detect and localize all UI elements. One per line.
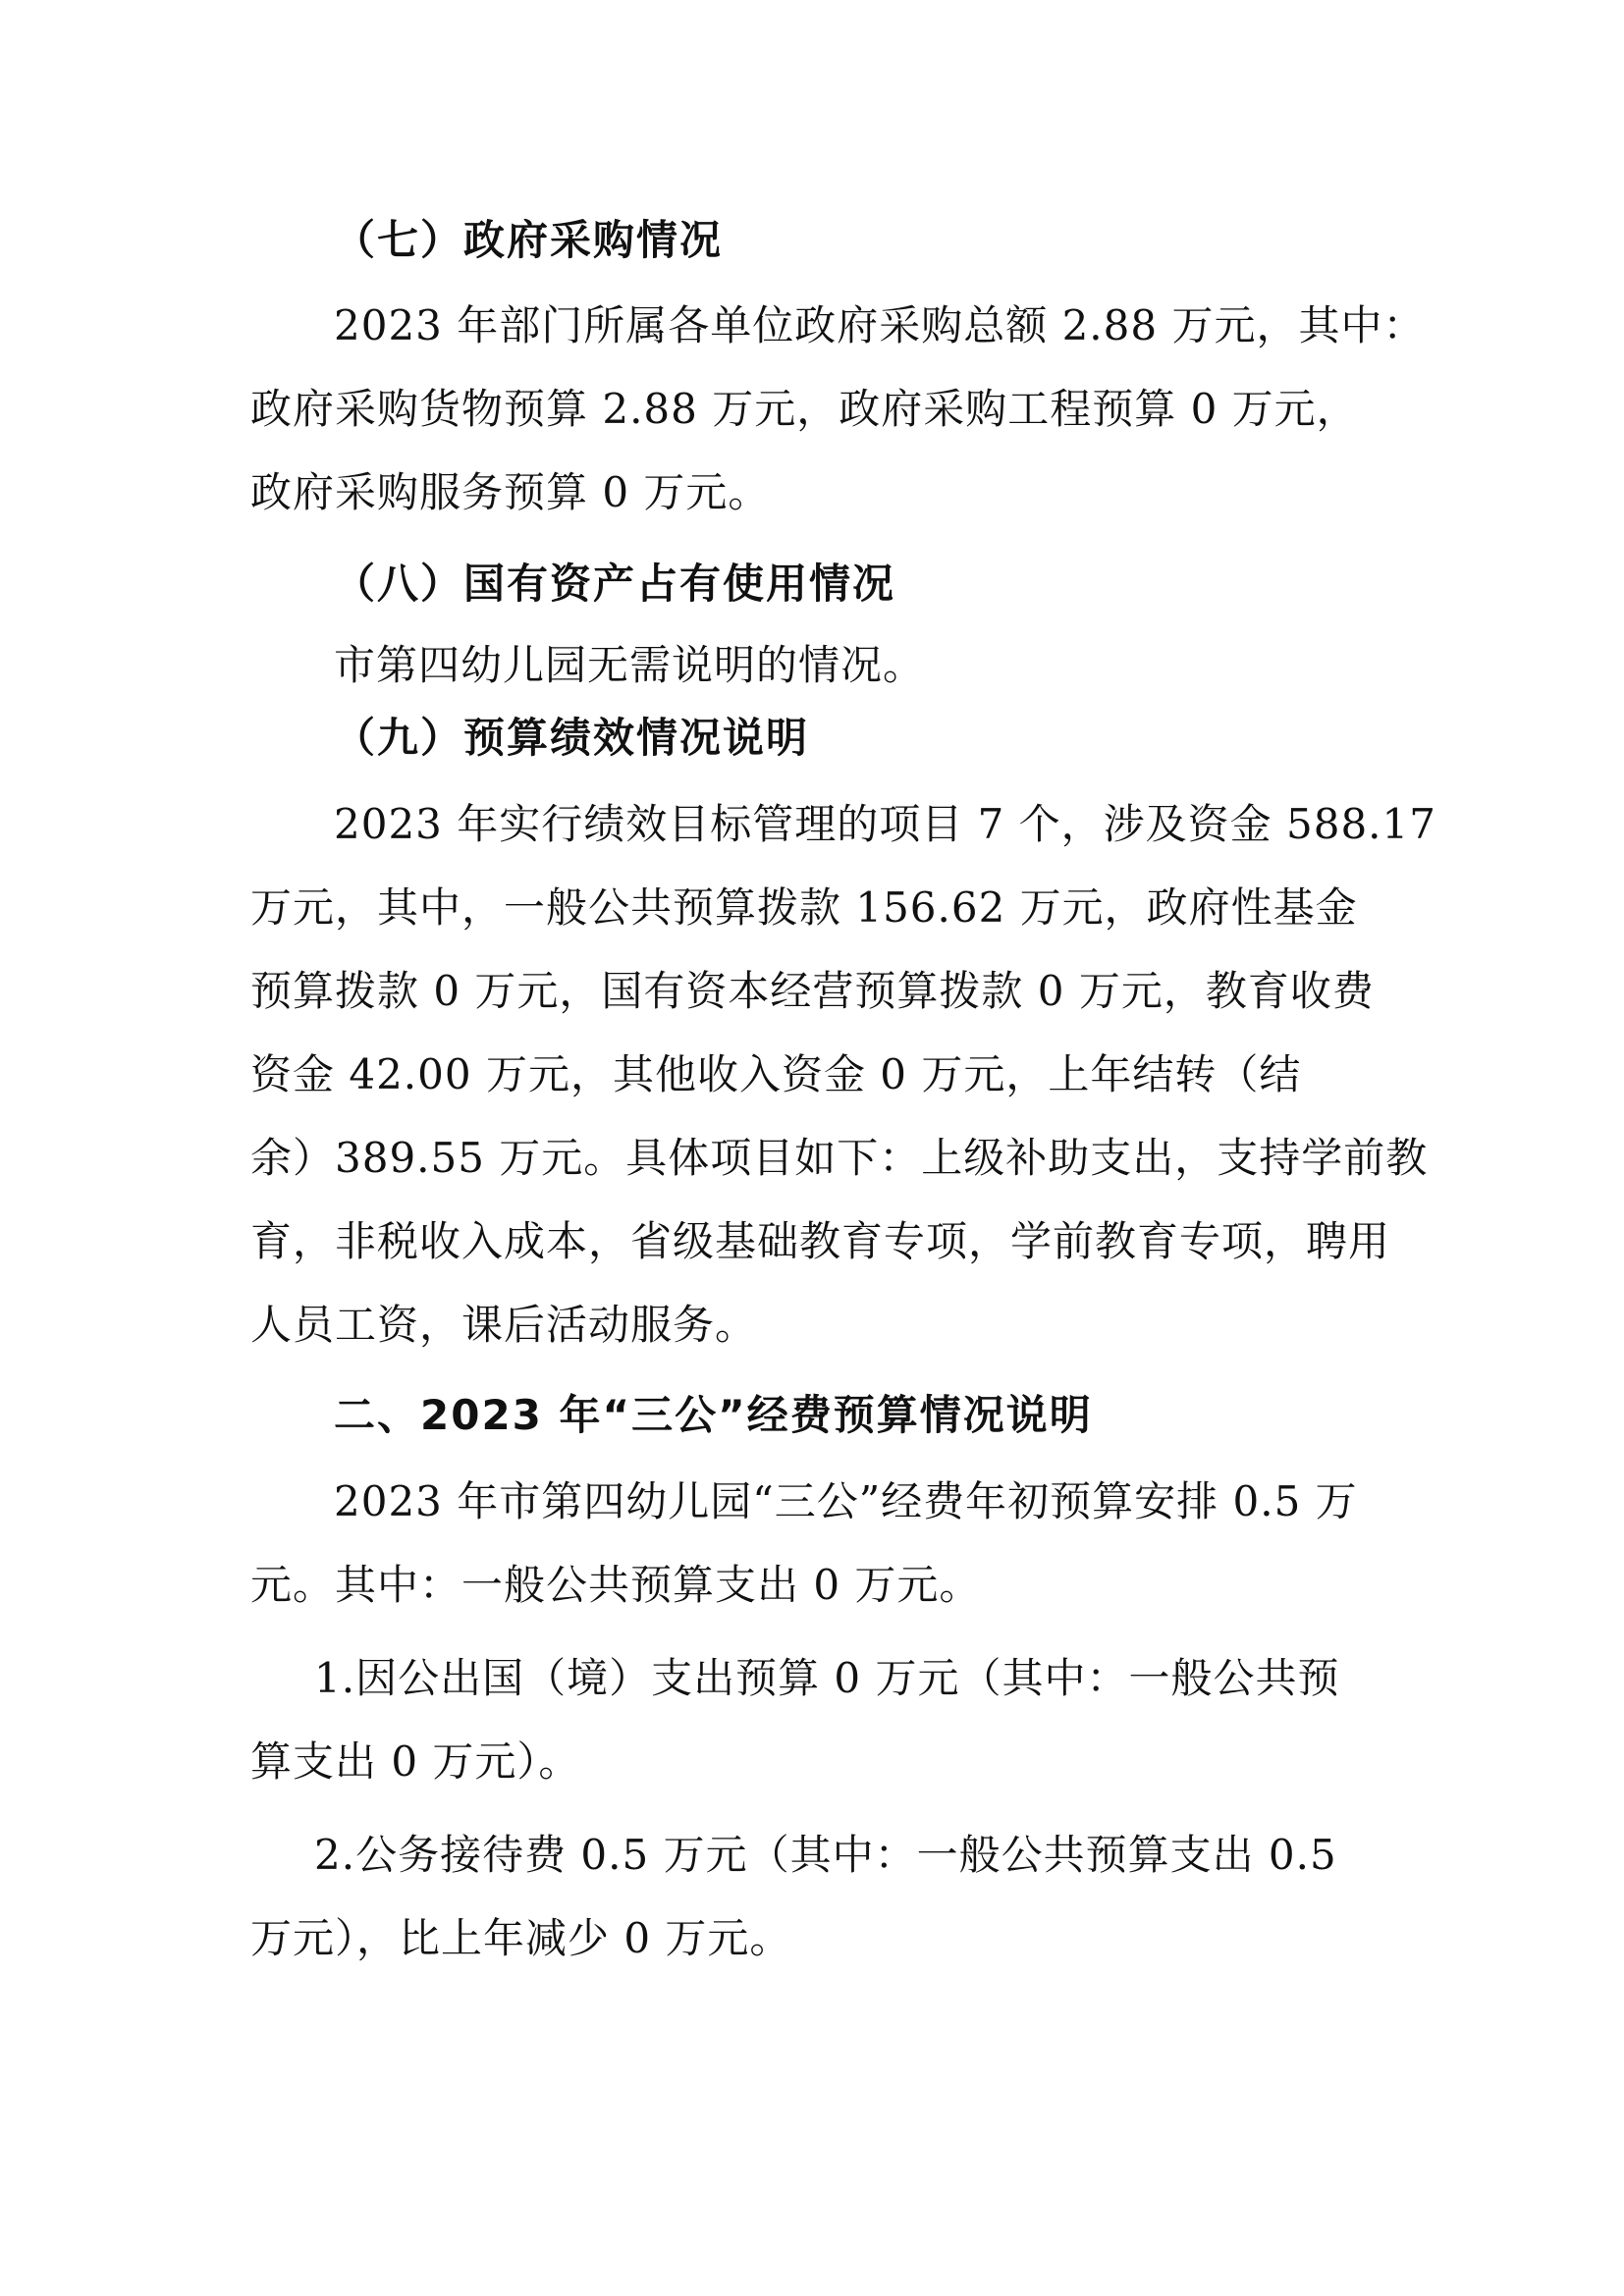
list-item-1-line: 1.因公出国（境）支出预算 0 万元（其中：一般公共预 [314, 1654, 1340, 1702]
paragraph-line: 余）389.55 万元。具体项目如下：上级补助支出，支持学前教 [250, 1134, 1429, 1182]
section-9-heading: （九）预算绩效情况说明 [334, 714, 810, 762]
paragraph-line: 政府采购服务预算 0 万元。 [250, 468, 771, 516]
paragraph-line: 资金 42.00 万元，其他收入资金 0 万元，上年结转（结 [250, 1050, 1302, 1098]
paragraph-line: 万元，其中，一般公共预算拨款 156.62 万元，政府性基金 [250, 883, 1358, 932]
paragraph-line: 育，非税收入成本，省级基础教育专项，学前教育专项，聘用 [250, 1217, 1391, 1265]
list-item-2-line: 2.公务接待费 0.5 万元（其中：一般公共预算支出 0.5 [314, 1831, 1337, 1879]
paragraph-line: 2023 年市第四幼儿园“三公”经费年初预算安排 0.5 万 [334, 1477, 1358, 1525]
list-item-2-line: 万元），比上年减少 0 万元。 [250, 1914, 792, 1962]
paragraph-line: 2023 年部门所属各单位政府采购总额 2.88 万元，其中： [334, 301, 1426, 349]
list-item-1-line: 算支出 0 万元）。 [250, 1737, 581, 1786]
paragraph-line: 政府采购货物预算 2.88 万元，政府采购工程预算 0 万元， [250, 385, 1359, 433]
paragraph-line: 预算拨款 0 万元，国有资本经营预算拨款 0 万元，教育收费 [250, 967, 1375, 1015]
paragraph-line: 2023 年实行绩效目标管理的项目 7 个，涉及资金 588.17 [334, 800, 1436, 848]
paragraph-line: 市第四幼儿园无需说明的情况。 [334, 641, 926, 689]
section-8-heading: （八）国有资产占有使用情况 [334, 560, 896, 608]
paragraph-line: 人员工资，课后活动服务。 [250, 1301, 758, 1349]
paragraph-line: 元。其中：一般公共预算支出 0 万元。 [250, 1561, 982, 1609]
part-2-heading: 二、2023 年“三公”经费预算情况说明 [334, 1391, 1093, 1439]
section-7-heading: （七）政府采购情况 [334, 216, 724, 264]
